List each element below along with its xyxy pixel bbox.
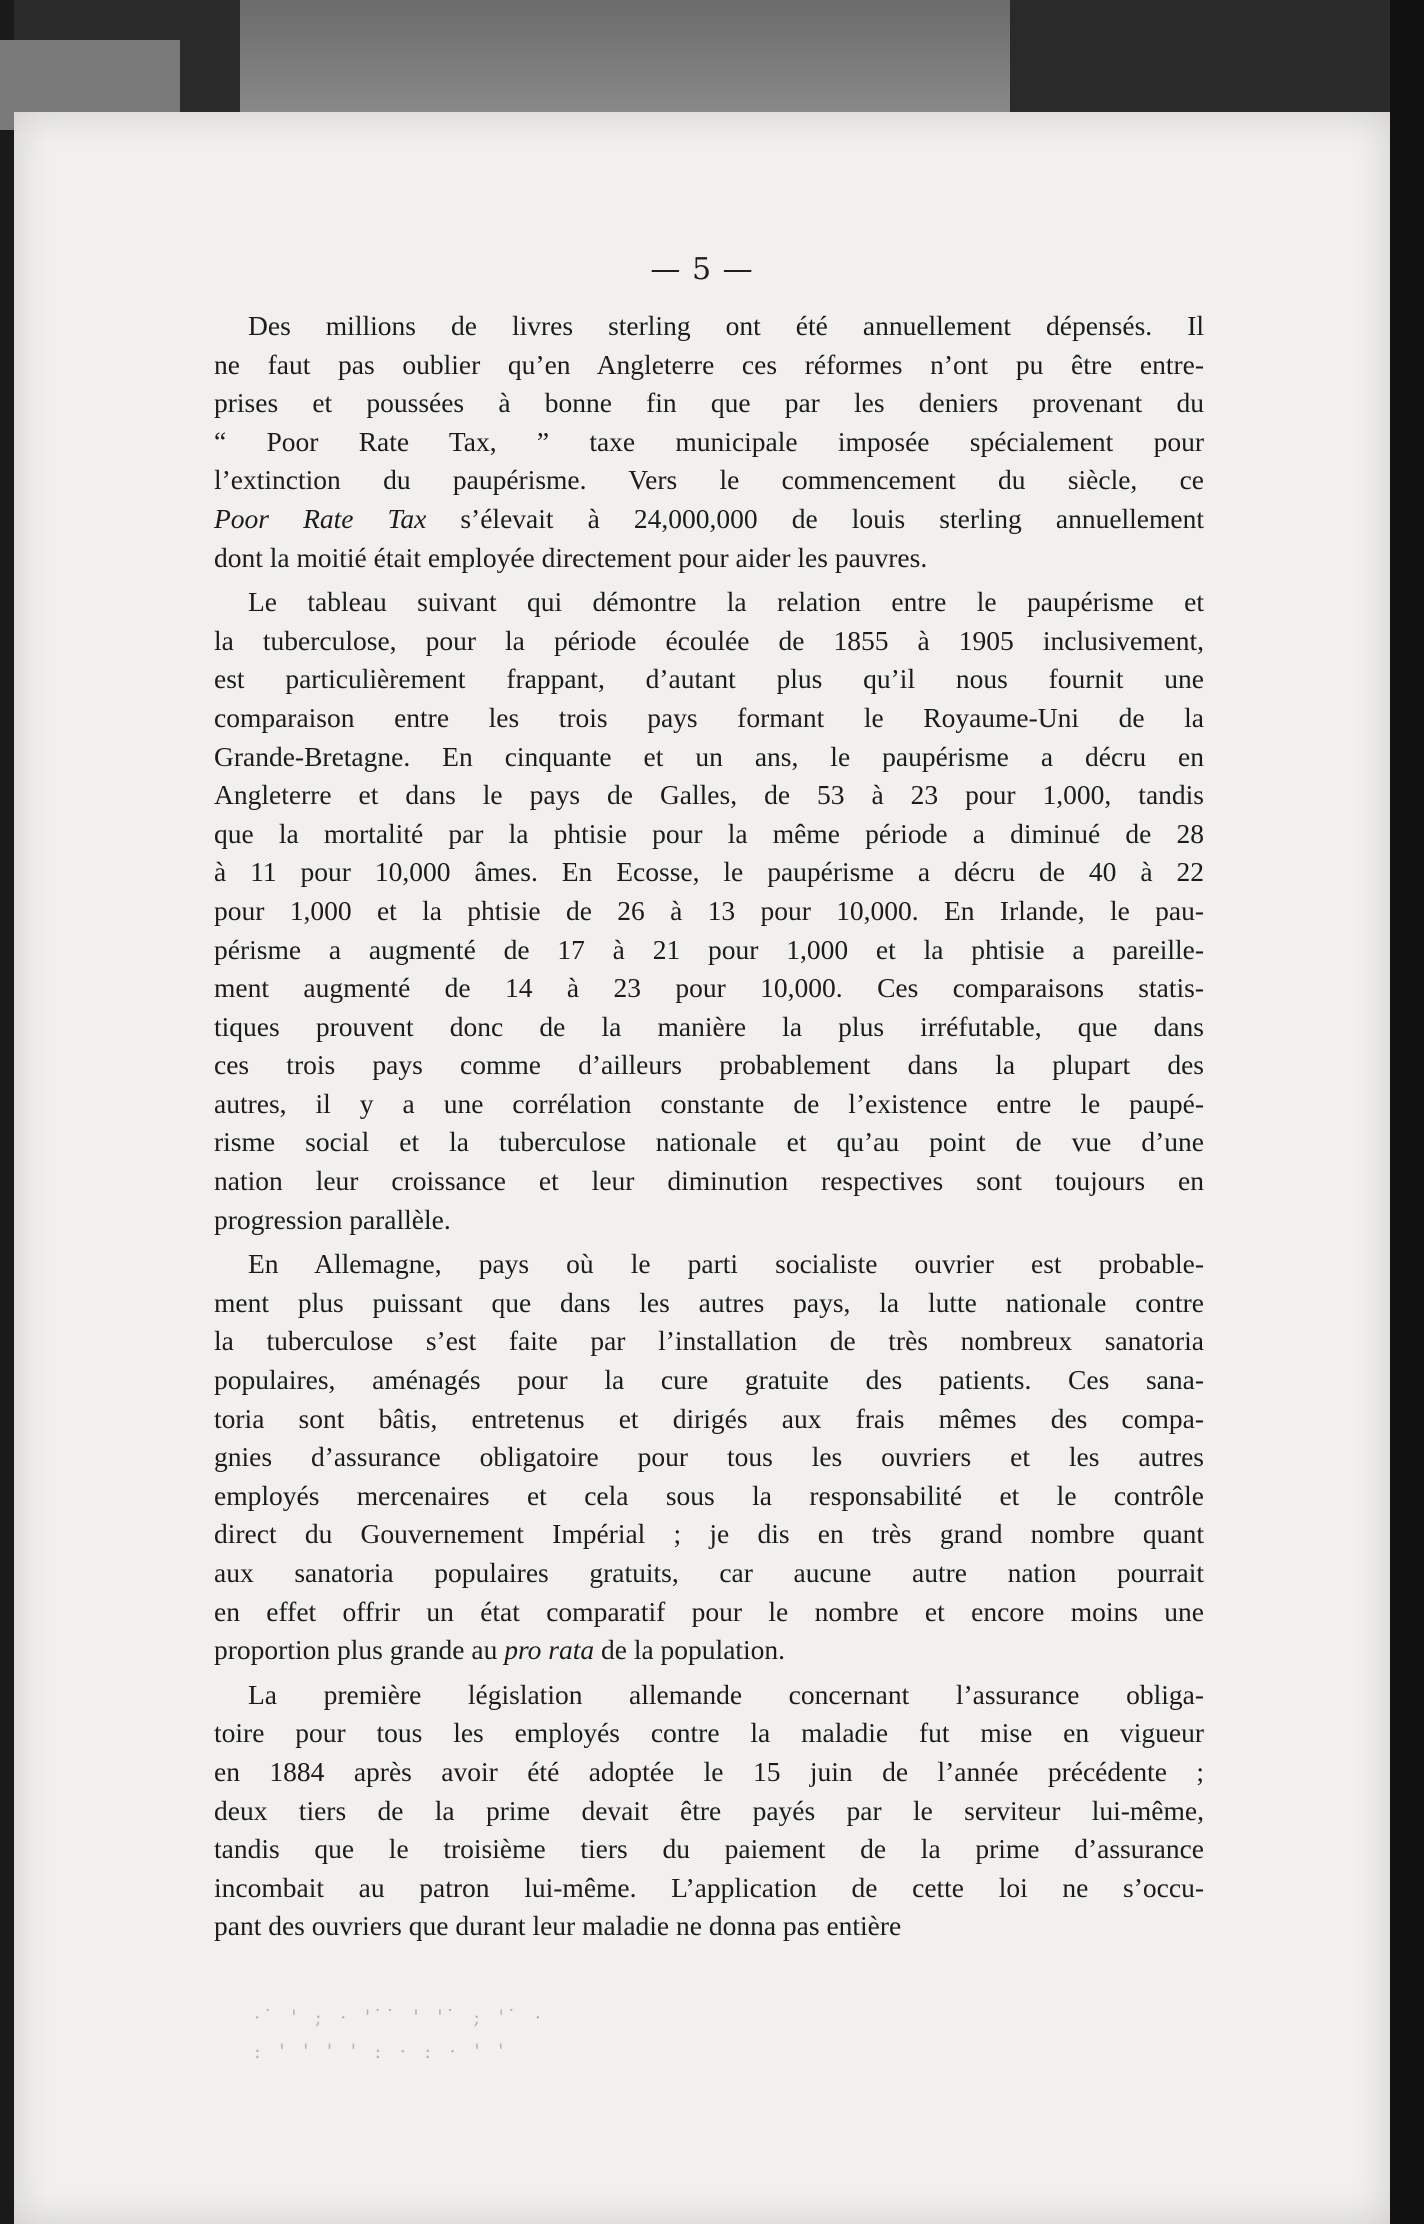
page-number: — 5 —: [650, 252, 754, 287]
text-segment: de la population.: [594, 1634, 786, 1666]
text-line: nation leur croissance et leur diminution respectives sont toujours en: [214, 1165, 1204, 1197]
text-line: toria sont bâtis, entretenus et dirigés aux frais mêmes des compa-: [214, 1402, 1204, 1434]
text-line: aux sanatoria populaires gratuits, car aucune autre nation pourrait: [214, 1557, 1204, 1588]
scan-border-left: [0, 0, 14, 2224]
text-line: dont la moitié était employée directement pour aider les pauvres.: [214, 541, 928, 573]
text-line: En Allemagne, pays où le parti socialiste ouvrier est probable-: [248, 1248, 1204, 1280]
scan-border-right: [1390, 0, 1424, 2224]
text-line: progression parallèle.: [214, 1203, 451, 1235]
scan-background-strip: [240, 0, 1010, 118]
text-line: l’extinction du paupérisme. Vers le commencement du siècle, ce: [214, 464, 1204, 496]
paragraph: [214, 307, 1204, 577]
text-line: est particulièrement frappant, d’autant plus qu’il nous fournit une: [214, 663, 1204, 695]
text-line: en 1884 après avoir été adoptée le 15 juin de l’année précédente ;: [214, 1755, 1204, 1787]
text-line: direct du Gouvernement Impérial ; je dis en très grand nombre quant: [214, 1518, 1204, 1550]
text-line: “ Poor Rate Tax, ” taxe municipale imposée spécialement pour: [214, 425, 1204, 457]
text-line: risme social et la tuberculose nationale et qu’au point de vue d’une: [214, 1126, 1204, 1158]
text-segment: proportion plus grande au: [214, 1634, 505, 1666]
scanned-page: [14, 112, 1390, 2224]
text-line: toire pour tous les employés contre la maladie fut mise en vigueur: [214, 1717, 1204, 1749]
text-line: La première législation allemande concernant l’assurance obliga-: [248, 1678, 1204, 1710]
text-line: populaires, aménagés pour la cure gratuite des patients. Ces sana-: [214, 1364, 1204, 1396]
text-line: tandis que le troisième tiers du paiement de la prime d’assurance: [214, 1833, 1204, 1865]
text-line: que la mortalité par la phtisie pour la même période a diminué de 28: [214, 817, 1204, 849]
text-line: ne faut pas oublier qu’en Angleterre ces réformes n’ont pu être entre-: [214, 348, 1204, 380]
text-line: tiques prouvent donc de la manière la plus irréfutable, que dans: [214, 1010, 1204, 1042]
paragraph: [214, 1676, 1204, 1946]
text-line: gnies d’assurance obligatoire pour tous les ouvriers et les autres: [214, 1441, 1204, 1473]
text-line: [214, 1631, 1204, 1670]
italic-phrase: Poor Rate Tax: [214, 502, 427, 534]
paragraph: [214, 1245, 1204, 1670]
text-line: deux tiers de la prime devait être payés par le serviteur lui-même,: [214, 1794, 1204, 1826]
text-line: à 11 pour 10,000 âmes. En Ecosse, le paupérisme a décru de 40 à 22: [214, 856, 1204, 888]
text-line: Des millions de livres sterling ont été annuellement dépensés. Il: [248, 310, 1204, 341]
text-line: périsme a augmenté de 17 à 21 pour 1,000 et la phtisie a pareille-: [214, 933, 1204, 965]
text-line: comparaison entre les trois pays formant le Royaume-Uni de la: [214, 701, 1204, 733]
text-line: ment augmenté de 14 à 23 pour 10,000. Ces comparaisons statis-: [214, 972, 1204, 1004]
text-line: employés mercenaires et cela sous la responsabilité et le contrôle: [214, 1479, 1204, 1511]
italic-phrase: pro rata: [504, 1634, 595, 1666]
text-line: Angleterre et dans le pays de Galles, de 53 à 23 pour 1,000, tandis: [214, 779, 1204, 811]
text-line: la tuberculose, pour la période écoulée de 1855 à 1905 inclusivement,: [214, 624, 1204, 656]
text-segment: s’élevait à 24,000,000 de louis sterling annuellement: [426, 502, 1204, 534]
text-line: [214, 500, 1204, 539]
paragraph: [214, 583, 1204, 1239]
text-line: pour 1,000 et la phtisie de 26 à 13 pour 10,000. En Irlande, le pau-: [214, 894, 1204, 926]
text-line: incombait au patron lui-même. L’application de cette loi ne s’occu-: [214, 1871, 1204, 1903]
bleed-through-marks: · ̇ ' ; · ' ̇ ̇ ' ' ̇ ; ' ̇ · : ' ' ' ' : · : · ' ': [254, 2005, 548, 2063]
text-line: en effet offrir un état comparatif pour le nombre et encore moins une: [214, 1595, 1204, 1627]
text-line: pant des ouvriers que durant leur maladie ne donna pas entière: [214, 1910, 902, 1942]
text-line: ces trois pays comme d’ailleurs probablement dans la plupart des: [214, 1049, 1204, 1081]
text-line: Grande-Bretagne. En cinquante et un ans, le paupérisme a décru en: [214, 740, 1204, 772]
text-line: ment plus puissant que dans les autres pays, la lutte nationale contre: [214, 1286, 1204, 1318]
text-line: autres, il y a une corrélation constante de l’existence entre le paupé-: [214, 1087, 1204, 1119]
text-line: prises et poussées à bonne fin que par les deniers provenant du: [214, 387, 1204, 419]
text-line: la tuberculose s’est faite par l’installation de très nombreux sanatoria: [214, 1325, 1204, 1357]
body-text: [214, 307, 1204, 1946]
text-line: Le tableau suivant qui démontre la relation entre le paupérisme et: [248, 586, 1204, 618]
